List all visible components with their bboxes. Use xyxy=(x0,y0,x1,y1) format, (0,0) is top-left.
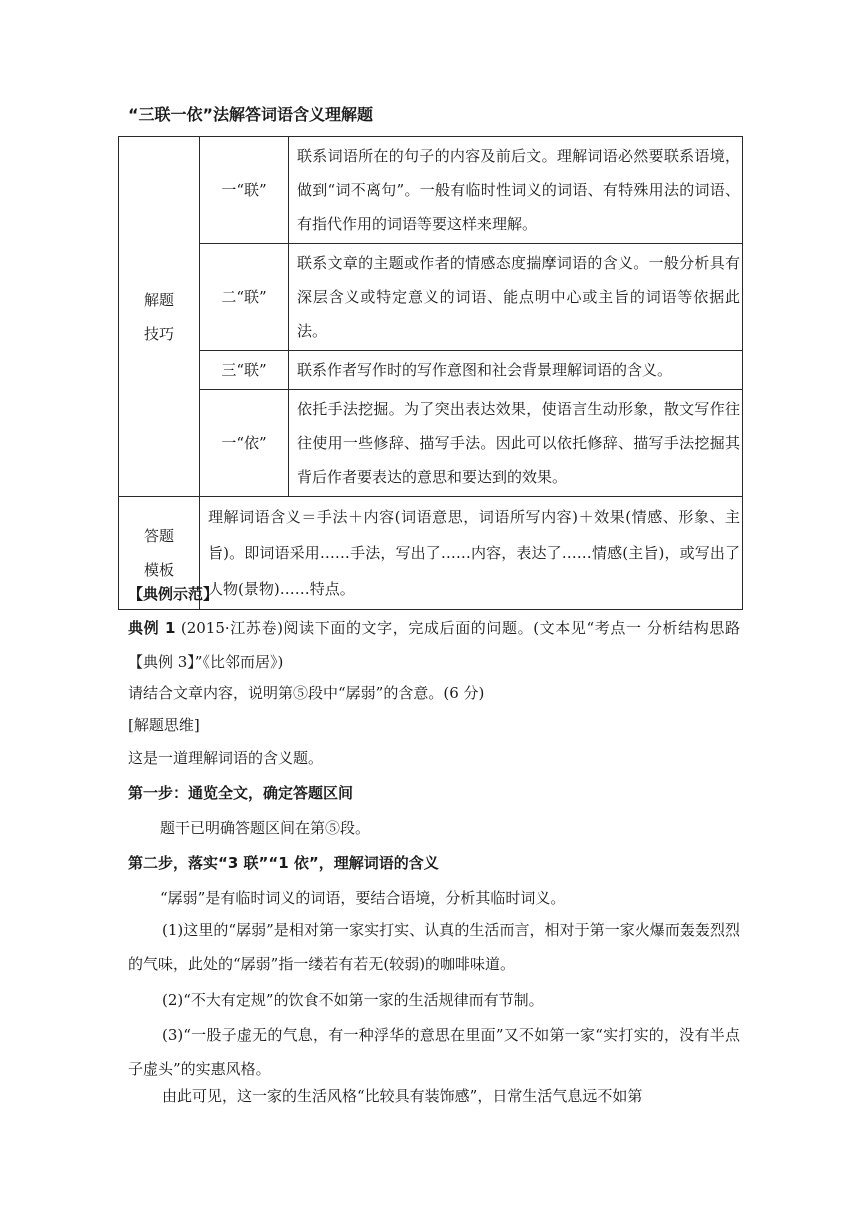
section-heading: “三联一依”法解答词语含义理解题 xyxy=(128,105,374,124)
point-3: (3)“一股子虚无的气息，有一种浮华的意思在里面”又不如第一家“实打实的，没有半点子虚头”的实惠风格。 xyxy=(128,1026,740,1078)
step2-intro: “孱弱”是有临时词义的词语，要结合语境，分析其临时词义。 xyxy=(160,889,566,907)
row-text: 依托手法挖掘。为了突出表达效果，使语言生动形象，散文写作往往使用一些修辞、描写手法。因此可以依托修辞、描写手法挖掘其背后作者要表达的意思和要达到的效果。 xyxy=(289,390,743,497)
example-label: 典例 1 xyxy=(128,619,176,637)
tips-label-cell xyxy=(119,137,200,497)
template-label-line1: 答题 xyxy=(143,527,174,545)
table-row xyxy=(119,390,743,497)
step1-text: 题干已明确答题区间在第⑤段。 xyxy=(160,819,371,837)
template-label-line2: 模板 xyxy=(143,561,174,579)
step1-title: 第一步：通览全文，确定答题区间 xyxy=(128,784,354,802)
tips-label-line1: 解题 xyxy=(143,290,174,309)
example-header: 【典例示范】 xyxy=(128,585,219,603)
row-tag: 一“依” xyxy=(200,390,289,497)
template-text: 理解词语含义＝手法＋内容(词语意思，词语所写内容)＋效果(情感、形象、主旨)。即词语采用……手法，写出了……内容，表达了……情感(主旨)，或写出了人物(景物)……特点。 xyxy=(200,497,743,610)
row-tag: 二“联” xyxy=(200,244,289,351)
row-tag: 一“联” xyxy=(200,137,289,244)
row-text: 联系文章的主题或作者的情感态度揣摩词语的含义。一般分析具有深层含义或特定意义的词语、能点明中心或主旨的词语等依据此法。 xyxy=(289,244,743,351)
row-text: 联系作者写作时的写作意图和社会背景理解词语的含义。 xyxy=(289,351,743,390)
table-row xyxy=(119,137,743,244)
point-2: (2)“不大有定规”的饮食不如第一家的生活规律而有节制。 xyxy=(162,991,544,1009)
point-1: (1)这里的“孱弱”是相对第一家实打实、认真的生活而言，相对于第一家火爆而轰轰烈烈的气味，此处的“孱弱”指一缕若有若无(较弱)的咖啡味道。 xyxy=(128,921,740,973)
method-table xyxy=(118,136,743,610)
question-text: 请结合文章内容，说明第⑤段中“孱弱”的含意。(6 分) xyxy=(128,684,485,702)
step2-title: 第二步，落实“3 联”“1 依”，理解词语的含义 xyxy=(128,854,439,872)
example-paragraph xyxy=(128,611,740,679)
thinking-label: [解题思维] xyxy=(128,716,200,734)
table-row xyxy=(119,244,743,351)
conclusion-text: 由此可见，这一家的生活风格“比较具有装饰感”，日常生活气息远不如第 xyxy=(162,1087,643,1105)
thinking-intro: 这是一道理解词语的含义题。 xyxy=(128,749,324,767)
example-text: (2015·江苏卷)阅读下面的文字，完成后面的问题。(文本见“考点一 分析结构思路【典例 3】”《比邻而居》) xyxy=(128,619,740,671)
table-row xyxy=(119,351,743,390)
tips-label-line2: 技巧 xyxy=(143,324,174,343)
row-text: 联系词语所在的句子的内容及前后文。理解词语必然要联系语境，做到“词不离句”。一般有临时性词义的词语、有特殊用法的词语、有指代作用的词语等要这样来理解。 xyxy=(289,137,743,244)
row-tag: 三“联” xyxy=(200,351,289,390)
